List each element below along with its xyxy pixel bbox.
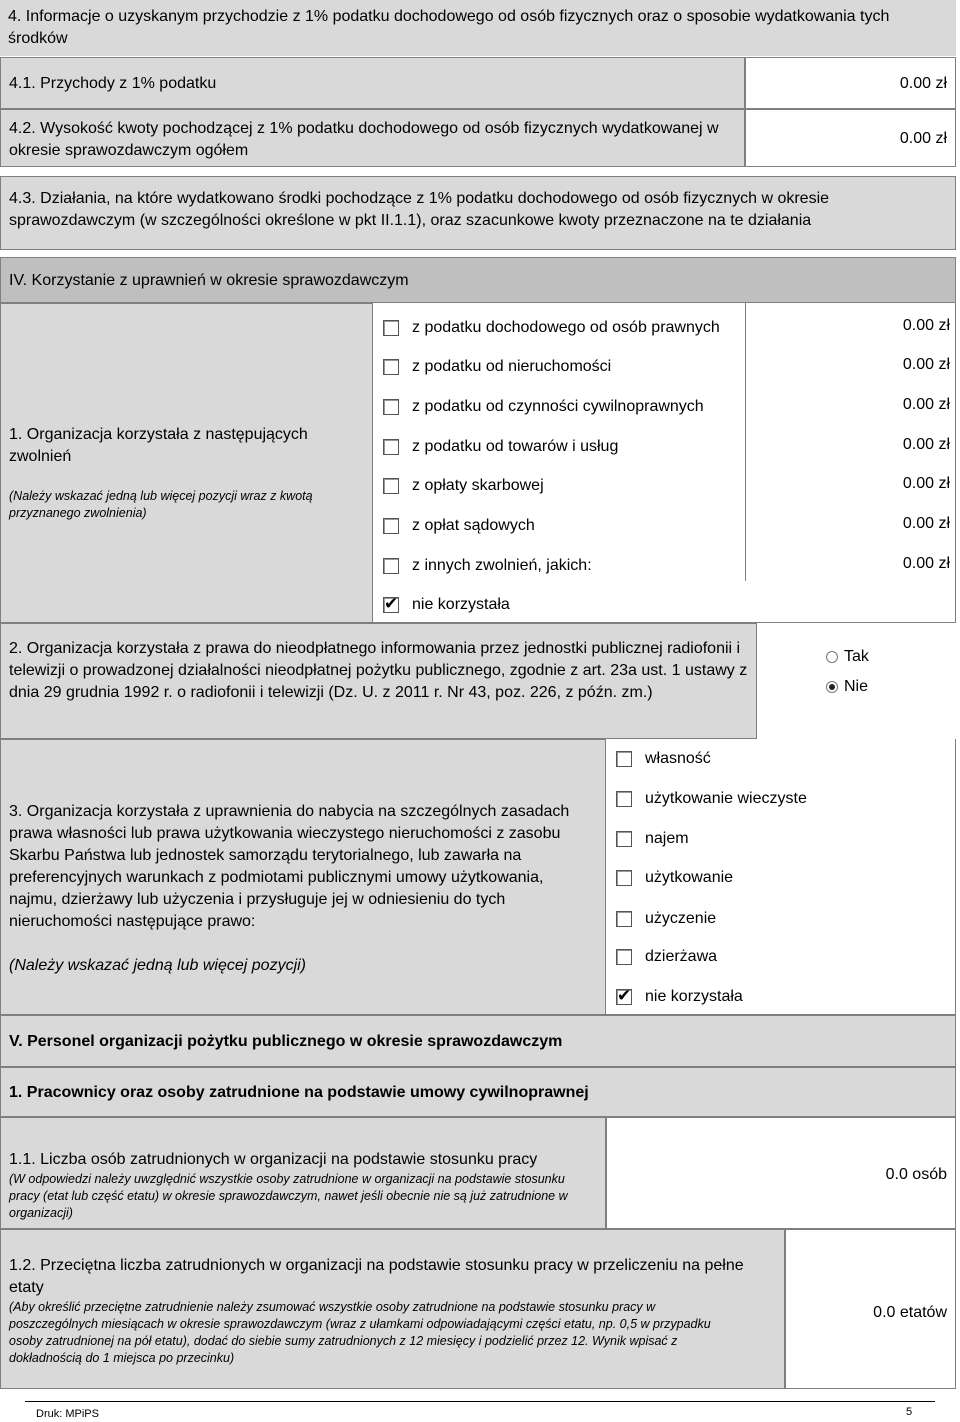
q1-option-6[interactable] xyxy=(383,555,592,577)
q3-option-0[interactable] xyxy=(616,748,711,770)
q3-label: 3. Organizacja korzystała z uprawnienia do nabycia na szczególnych zasadach prawa własności lub prawa użytkowania wieczystego nieruchomości z zasobu Skarbu Państwa lub jednostek samorządu terytorialnego, lub zawarła na preferencyjnych warunkach z podmiotami publicznymi umowy użytkowania, najmu, dzierżawy lub użyczenia i przysługuje jej w odniesieniu do tych nieruchomości następujące prawo: xyxy=(9,803,570,930)
q1-option-label: z podatku od nieruchomości xyxy=(412,358,612,375)
q2-label-cell xyxy=(0,623,757,739)
checkbox-icon[interactable] xyxy=(383,320,399,336)
row-4-2-label xyxy=(0,109,745,167)
q2-radio-group xyxy=(826,646,926,698)
q1-option-3[interactable] xyxy=(383,436,618,458)
row-4-1-label xyxy=(0,57,745,109)
row-v-1-2-value-cell[interactable] xyxy=(785,1229,956,1389)
section-v-header-text: V. Personel organizacji pożytku publicznego w okresie sprawozdawczym xyxy=(9,1033,563,1050)
q1-option-value: 0.00 zł xyxy=(902,436,950,453)
q1-option-value: 0.00 zł xyxy=(902,396,950,413)
row-v-1-2-label xyxy=(0,1229,785,1389)
checkbox-icon[interactable] xyxy=(383,558,399,574)
radio-tak-label: Tak xyxy=(844,648,869,665)
radio-tak[interactable] xyxy=(826,646,926,668)
q1-option-value: 0.00 zł xyxy=(902,515,950,532)
footer-print: Druk: MPiPS xyxy=(36,1408,99,1420)
row-4-1-label-text: 4.1. Przychody z 1% podatku xyxy=(9,75,217,92)
q1-option-label: z innych zwolnień, jakich: xyxy=(412,557,592,574)
q3-option-label: użyczenie xyxy=(645,910,717,927)
radio-tak-circle[interactable] xyxy=(826,651,838,663)
q1-option-label: z podatku od towarów i usług xyxy=(412,438,619,455)
q1-option-label: z podatku od czynności cywilnoprawnych xyxy=(412,398,704,415)
q3-option-label: nie korzystała xyxy=(645,988,743,1005)
q3-option-6[interactable] xyxy=(616,986,743,1008)
section-iv-header-text: IV. Korzystanie z uprawnień w okresie sprawozdawczym xyxy=(9,272,409,289)
row-4-2-label-text: 4.2. Wysokość kwoty pochodzącej z 1% podatku dochodowego od osób fizycznych wydatkowanej w okresie sprawozdawczym ogółem xyxy=(9,120,719,159)
checkbox-icon[interactable] xyxy=(383,359,399,375)
row-v-1-1-value: 0.0 osób xyxy=(885,1166,947,1183)
footer-page-number: 5 xyxy=(906,1406,913,1418)
section-4-header xyxy=(0,0,956,56)
row-4-2-value-cell[interactable] xyxy=(745,109,956,167)
checkbox-icon[interactable] xyxy=(616,751,632,767)
q3-note: (Należy wskazać jedną lub więcej pozycji) xyxy=(9,957,307,974)
q3-option-3[interactable] xyxy=(616,867,733,889)
row-v-1-1-value-cell[interactable] xyxy=(606,1117,956,1229)
q1-option-value: 0.00 zł xyxy=(902,555,950,572)
row-v-1-2-note: (Aby określić przeciętne zatrudnienie należy zsumować wszystkie osoby zatrudnione na podstawie stosunku pracy w poszczególnych miesiącach w okresie sprawozdawczym (wraz z ułamkami odpowiadającymi części etatu, np. 0,5 w przypadku osoby zatrudnionej na pół etatu), dodać do siebie sumy zatrudnionych z 12 miesięcy i podzielić przez 12. Wynik wpisać z dokładnością do 1 miejsca po przecinku) xyxy=(9,1300,711,1365)
section-v-header xyxy=(0,1015,956,1067)
q1-option-7[interactable] xyxy=(383,594,510,616)
checkbox-icon[interactable] xyxy=(616,911,632,927)
row-4-2-value: 0.00 zł xyxy=(899,130,947,147)
q3-option-label: dzierżawa xyxy=(645,948,718,965)
row-v-1-1-note: (W odpowiedzi należy uwzględnić wszystkie osoby zatrudnione w organizacji na podstawie stosunku pracy (etat lub część etatu) w okresie sprawozdawczym, nawet jeśli obecnie nie są już zatrudnione w organizacji) xyxy=(9,1172,568,1220)
q3-option-5[interactable] xyxy=(616,946,717,968)
q3-label-cell xyxy=(0,739,606,1015)
q3-option-label: najem xyxy=(645,830,689,847)
row-v-1-2-value: 0.0 etatów xyxy=(873,1304,947,1321)
radio-nie[interactable] xyxy=(826,676,926,698)
q2-label: 2. Organizacja korzystała z prawa do nieodpłatnego informowania przez jednostki publicznej radiofonii i telewizji o prowadzonej działalności nieodpłatnej pożytku publicznego, zgodnie z art. 23a ust. 1 ustawy z dnia 29 grudnia 1992 r. o radiofonii i telewizji (Dz. U. z 2011 r. Nr 43, poz. 226, z późn. zm.) xyxy=(9,640,748,701)
footer-rule xyxy=(25,1401,935,1402)
row-v-1-2-label-text: 1.2. Przeciętna liczba zatrudnionych w organizacji na podstawie stosunku pracy w przeliczeniu na pełne etaty xyxy=(9,1257,744,1296)
q1-option-0[interactable] xyxy=(383,317,720,339)
checkbox-icon[interactable] xyxy=(616,870,632,886)
checkbox-icon[interactable] xyxy=(383,478,399,494)
radio-nie-label: Nie xyxy=(844,678,869,695)
q1-option-label: z opłat sądowych xyxy=(412,517,535,534)
checkbox-icon[interactable] xyxy=(383,399,399,415)
row-v-1-1-label xyxy=(0,1117,606,1229)
section-iv-header xyxy=(0,257,956,303)
q1-option-label: z podatku dochodowego od osób prawnych xyxy=(412,319,720,336)
q1-option-value: 0.00 zł xyxy=(902,475,950,492)
q3-option-label: własność xyxy=(645,750,711,767)
row-4-1-value: 0.00 zł xyxy=(899,75,947,92)
q3-option-1[interactable] xyxy=(616,788,807,810)
checkbox-icon[interactable] xyxy=(616,791,632,807)
q3-option-2[interactable] xyxy=(616,828,689,850)
checkbox-icon[interactable] xyxy=(383,439,399,455)
row-4-1-value-cell[interactable] xyxy=(745,57,956,109)
section-4-header-text: 4. Informacje o uzyskanym przychodzie z 1% podatku dochodowego od osób fizycznych oraz o sposobie wydatkowania tych środków xyxy=(8,8,890,47)
section-v-sub1-text: 1. Pracownicy oraz osoby zatrudnione na podstawie umowy cywilnoprawnej xyxy=(9,1084,589,1101)
row-v-1-1-label-text: 1.1. Liczba osób zatrudnionych w organizacji na podstawie stosunku pracy xyxy=(9,1151,538,1168)
checkbox-icon[interactable]: ✔ xyxy=(384,594,399,613)
q1-label-cell xyxy=(0,303,373,623)
checkbox-icon[interactable]: ✔ xyxy=(617,986,632,1005)
checkbox-icon[interactable] xyxy=(616,949,632,965)
section-v-sub1 xyxy=(0,1067,956,1117)
q1-label: 1. Organizacja korzystała z następujących zwolnień xyxy=(9,426,308,465)
q1-option-value: 0.00 zł xyxy=(902,317,950,334)
checkbox-icon[interactable] xyxy=(616,831,632,847)
q3-option-label: użytkowanie xyxy=(645,869,734,886)
q1-option-1[interactable] xyxy=(383,356,611,378)
q1-option-4[interactable] xyxy=(383,475,544,497)
q3-option-label: użytkowanie wieczyste xyxy=(645,790,807,807)
row-4-3-label-text: 4.3. Działania, na które wydatkowano środki pochodzące z 1% podatku dochodowego od osób fizycznych w okresie sprawozdawczym (w szczególności określone w pkt II.1.1), oraz szacunkowe kwoty przeznaczone na te działania xyxy=(9,190,830,229)
radio-nie-circle[interactable] xyxy=(826,681,838,693)
q1-option-label: nie korzystała xyxy=(412,596,510,613)
q1-option-2[interactable] xyxy=(383,396,704,418)
row-4-3-label xyxy=(0,176,956,250)
q1-option-label: z opłaty skarbowej xyxy=(412,477,544,494)
q1-note: (Należy wskazać jedną lub więcej pozycji wraz z kwotą przyznanego zwolnienia) xyxy=(9,489,313,520)
q1-option-5[interactable] xyxy=(383,515,535,537)
checkbox-icon[interactable] xyxy=(383,518,399,534)
q1-option-value: 0.00 zł xyxy=(902,356,950,373)
q3-option-4[interactable] xyxy=(616,908,716,930)
